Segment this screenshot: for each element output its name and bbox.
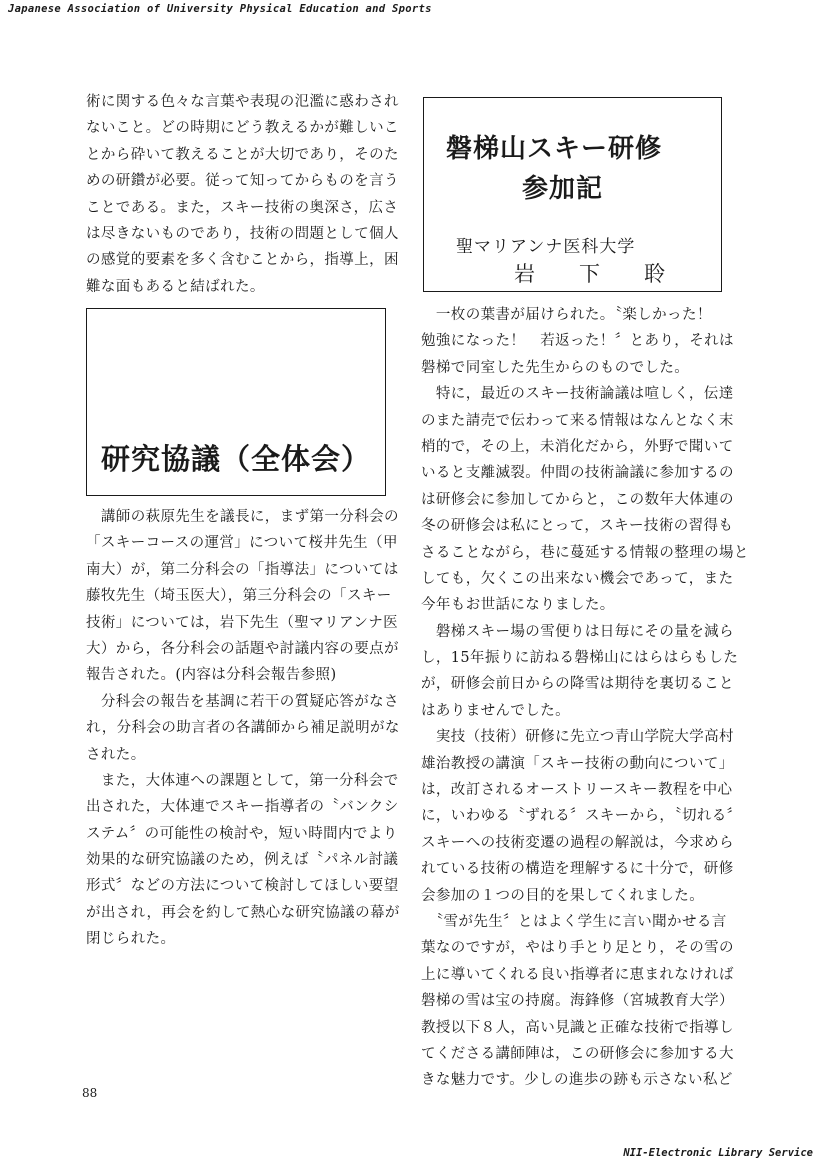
text-line: 一枚の葉書が届けられた。〝楽しかった！	[421, 307, 712, 323]
text-line: スキーへの技術変遷の過程の解説は，今求めら	[421, 834, 734, 851]
page-number: 88	[82, 1086, 98, 1100]
article-title-line-2: 参加記	[522, 174, 604, 204]
text-line: に，いわゆる〝ずれる〞スキーから，〝切れる〞	[421, 808, 742, 825]
text-line: 実技（技術）研修に先立つ青山学院大学高村	[421, 729, 734, 746]
text-line: は研修会に参加してからと，この数年大体連の	[421, 491, 734, 508]
text-line: はありませんでした。	[421, 702, 570, 719]
text-line: 分科会の報告を基調に若干の質疑応答がなさ	[86, 693, 399, 710]
library-service-footer: NII-Electronic Library Service	[623, 1147, 813, 1159]
author-affiliation: 聖マリアンナ医科大学	[456, 237, 636, 257]
text-line: が，研修会前日からの降雪は期待を裏切ること	[421, 676, 734, 693]
text-line: し，15年振りに訪ねる磐梯山にはらはらもした	[421, 650, 739, 667]
text-line: 上に導いてくれる良い指導者に恵まれなければ	[421, 966, 734, 983]
right-body-paragraphs	[421, 302, 749, 1094]
author-name: 岩下聆	[514, 262, 709, 286]
text-line: 葉なのですが，やはり手とり足とり，その雪の	[421, 940, 734, 957]
journal-header: Japanese Association of University Physical Education and Sports	[8, 3, 432, 15]
article-title-line-1: 磐梯山スキー研修	[446, 134, 663, 164]
text-line: てくださる講師陣は，この研修会に参加する大	[421, 1045, 734, 1062]
text-line: 閉じられた。	[86, 931, 176, 948]
text-line: 技術」については，岩下先生（聖マリアンナ医	[86, 614, 399, 631]
text-line: 術に関する色々な言葉や表現の氾濫に惑わされ	[86, 94, 399, 110]
text-line: ないこと。どの時期にどう教えるかが難しいこ	[86, 120, 399, 137]
text-line: 報告された。(内容は分科会報告参照)	[86, 667, 337, 684]
text-line: 梢的で，その上，未消化だから，外野で聞いて	[421, 438, 734, 455]
text-line: は，改訂されるオーストリースキー教程を中心	[421, 782, 733, 799]
text-line: れている技術の構造を理解するに十分で，研修	[421, 861, 734, 878]
text-line: ことである。また，スキー技術の奥深さ，広さ	[86, 199, 399, 216]
section-heading: 研究協議（全体会）	[101, 442, 372, 476]
text-line: 勉強になった！ 若返った！〞とあり，それは	[421, 333, 734, 350]
text-line: 大）から，各分科会の話題や討議内容の要点が	[86, 640, 399, 657]
text-line: 教授以下８人，高い見識と正確な技術で指導し	[421, 1019, 734, 1036]
text-line: しても，欠くこの出来ない機会であって，また	[421, 570, 734, 587]
left-top-paragraph	[86, 89, 399, 300]
text-line: 難な面もあると結ばれた。	[86, 278, 265, 295]
text-line: めの研鑽が必要。従って知ってからものを言う	[86, 173, 399, 190]
article-title-box	[423, 97, 722, 292]
text-line: いると支離滅裂。仲間の技術論議に参加するの	[421, 465, 734, 482]
text-line: のまた請売で伝わって来る情報はなんとなく末	[421, 412, 734, 429]
text-line: された。	[86, 746, 146, 763]
text-line: また，大体連への課題として，第一分科会で	[86, 772, 399, 789]
text-line: ステム〞の可能性の検討や，短い時間内でより	[86, 825, 398, 842]
text-line: 磐梯で同室した先生からのものでした。	[421, 359, 690, 376]
text-line: 南大）が，第二分科会の「指導法」については	[86, 561, 399, 578]
text-line: 磐梯の雪は宝の持腐。海鋒修（宮城教育大学）	[421, 993, 734, 1010]
text-line: が出され，再会を約して熱心な研究協議の幕が	[86, 904, 400, 921]
text-line: とから砕いて教えることが大切であり，そのた	[86, 146, 399, 163]
text-line: 磐梯スキー場の雪便りは日毎にその量を減ら	[421, 623, 734, 640]
text-line: れ，分科会の助言者の各講師から補足説明がな	[86, 720, 400, 737]
text-line: 特に，最近のスキー技術論議は喧しく，伝達	[421, 386, 734, 403]
section-heading-box	[86, 308, 386, 496]
text-line: 今年もお世話になりました。	[421, 597, 615, 614]
text-line: 講師の萩原先生を議長に，まず第一分科会の	[86, 509, 399, 525]
text-line: 出された，大体連でスキー指導者の〝バンクシ	[86, 799, 399, 816]
text-line: 〝雪が先生〞とはよく学生に言い聞かせる言	[421, 913, 727, 930]
text-line: 「スキーコースの運営」について桜井先生（甲	[86, 535, 398, 552]
text-line: の感覚的要素を多く含むことから，指導上，困	[86, 252, 399, 269]
text-line: 雄治教授の講演「スキー技術の動向について」	[421, 755, 734, 772]
text-line: 形式〞などの方法について検討してほしい要望	[86, 878, 399, 895]
text-line: 効果的な研究協議のため，例えば〝パネル討議	[86, 852, 399, 869]
text-line: 会参加の１つの目的を果してくれました。	[421, 887, 705, 904]
text-line: きな魅力です。少しの進歩の跡も示さない私ど	[421, 1072, 733, 1089]
text-line: 藤牧先生（埼玉医大），第三分科会の「スキー	[86, 588, 392, 605]
left-body-paragraphs	[86, 504, 400, 953]
text-line: は尽きないものであり，技術の問題として個人	[86, 225, 399, 242]
text-line: 冬の研修会は私にとって，スキー技術の習得も	[421, 518, 734, 535]
text-line: さることながら，巷に蔓延する情報の整理の場と	[421, 544, 749, 561]
